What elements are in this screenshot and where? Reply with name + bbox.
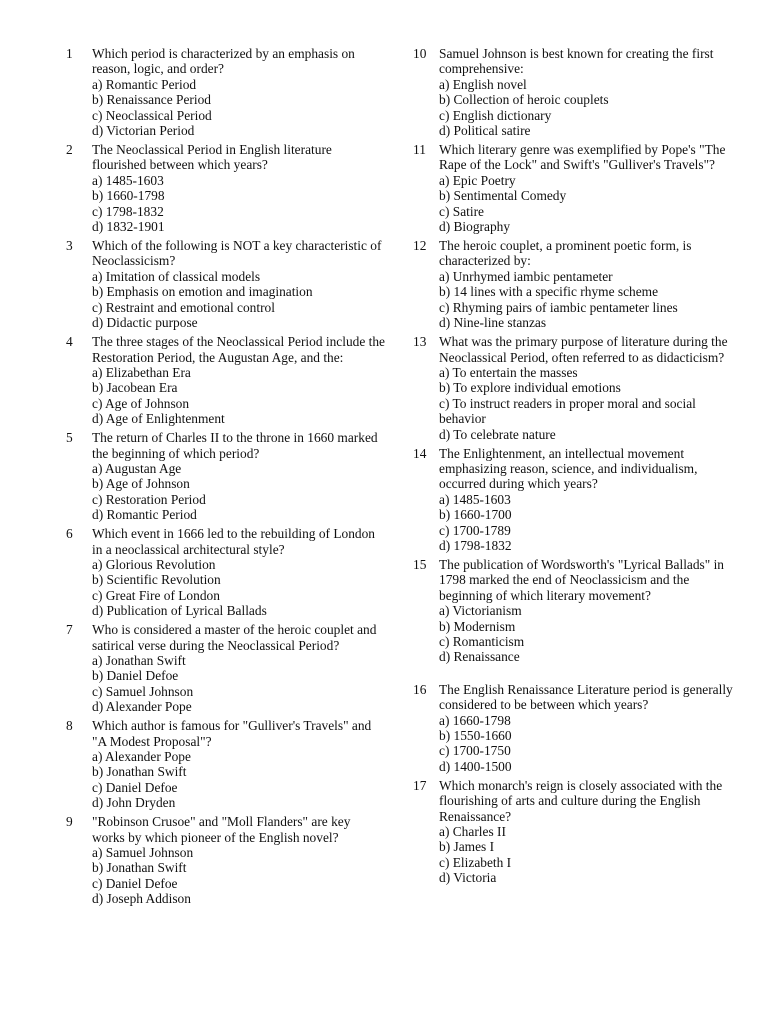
question-9 <box>66 814 386 906</box>
question-3 <box>66 238 386 330</box>
answer-option: a) To entertain the masses <box>439 364 578 380</box>
answer-option: a) Augustan Age <box>92 460 182 476</box>
question-number: 1 <box>66 46 73 61</box>
question-2 <box>66 142 386 234</box>
answer-option: c) Daniel Defoe <box>92 875 178 891</box>
answer-option: c) To instruct readers in proper moral and social behavior <box>439 395 696 427</box>
answer-option: a) Charles II <box>439 824 506 840</box>
answer-option: b) Jonathan Swift <box>92 764 187 780</box>
answer-options <box>92 653 386 715</box>
answer-option: b) Emphasis on emotion and imagination <box>92 284 313 300</box>
answer-option: b) 14 lines with a specific rhyme scheme <box>439 284 659 300</box>
question-text: Which period is characterized by an emphasis on reason, logic, and order? <box>92 46 355 77</box>
question-15 <box>413 557 735 665</box>
question-body <box>92 718 386 810</box>
answer-option: a) 1485-1603 <box>92 172 164 188</box>
answer-option: d) Publication of Lyrical Ballads <box>92 603 267 619</box>
answer-option: c) Rhyming pairs of iambic pentameter lines <box>439 299 678 315</box>
answer-option: d) Political satire <box>439 123 531 139</box>
answer-option: b) Age of Johnson <box>92 476 190 492</box>
answer-option: d) Biography <box>439 219 511 235</box>
question-number: 4 <box>66 334 73 350</box>
question-number: 8 <box>66 718 73 734</box>
question-text: Which of the following is NOT a key characteristic of Neoclassicism? <box>92 238 382 269</box>
answer-options <box>439 365 735 442</box>
question-number: 16 <box>413 681 427 697</box>
question-number: 2 <box>66 142 73 158</box>
question-5 <box>66 430 386 522</box>
question-4 <box>66 334 386 426</box>
question-text: The three stages of the Neoclassical Period include the Restoration Period, the Augustan Age, and the: <box>92 334 385 365</box>
question-text: What was the primary purpose of literature during the Neoclassical Period, often referred to as didacticism? <box>439 334 728 365</box>
answer-option: b) James I <box>439 839 495 855</box>
answer-options <box>92 269 386 331</box>
answer-option: c) Restraint and emotional control <box>92 299 275 315</box>
question-text: Which monarch's reign is closely associated with the flourishing of arts and culture during the English Renaissance? <box>439 777 723 824</box>
question-number: 15 <box>413 556 427 572</box>
answer-option: b) Collection of heroic couplets <box>439 92 609 108</box>
answer-option: d) 1798-1832 <box>439 537 512 553</box>
question-8 <box>66 718 386 810</box>
question-number: 5 <box>66 430 73 446</box>
answer-options <box>439 713 735 775</box>
answer-options <box>439 603 735 665</box>
question-number: 17 <box>413 777 427 793</box>
question-text: Which literary genre was exemplified by Pope's "The Rape of the Lock" and Swift's "Gulliver's Travels"? <box>439 142 726 173</box>
answer-option: b) Renaissance Period <box>92 92 211 108</box>
answer-option: d) Nine-line stanzas <box>439 315 547 331</box>
answer-option: a) Alexander Pope <box>92 749 191 765</box>
answer-option: c) 1700-1750 <box>439 743 511 759</box>
answer-option: c) Romanticism <box>439 634 525 649</box>
question-number: 11 <box>413 142 426 158</box>
answer-option: d) Renaissance <box>439 649 520 665</box>
answer-options <box>439 492 735 554</box>
answer-options <box>439 269 735 331</box>
question-text: Which author is famous for "Gulliver's Travels" and "A Modest Proposal"? <box>92 718 372 749</box>
right-column <box>413 46 735 889</box>
question-1 <box>66 46 386 138</box>
answer-option: d) Didactic purpose <box>92 315 198 331</box>
answer-option: c) Great Fire of London <box>92 587 220 603</box>
question-12 <box>413 238 735 330</box>
answer-options <box>92 557 386 619</box>
question-body <box>92 238 386 330</box>
answer-option: a) Victorianism <box>439 603 522 619</box>
answer-option: d) 1400-1500 <box>439 758 512 774</box>
question-17 <box>413 778 735 886</box>
question-body <box>439 557 735 665</box>
answer-option: c) English dictionary <box>439 107 552 123</box>
answer-option: a) Samuel Johnson <box>92 845 194 861</box>
question-7 <box>66 622 386 714</box>
question-text: The publication of Wordsworth's "Lyrical Ballads" in 1798 marked the end of Neoclassicism and the beginning of which literary movement? <box>439 556 724 603</box>
answer-option: d) Joseph Addison <box>92 891 191 907</box>
answer-option: b) Modernism <box>439 618 516 634</box>
answer-option: d) To celebrate nature <box>439 426 556 442</box>
answer-option: a) Jonathan Swift <box>92 653 186 668</box>
answer-option: a) Imitation of classical models <box>92 268 261 284</box>
left-column <box>66 46 386 910</box>
question-body <box>92 526 386 618</box>
answer-option: c) Neoclassical Period <box>92 107 212 123</box>
answer-option: c) Restoration Period <box>92 491 206 507</box>
question-body <box>92 430 386 522</box>
answer-option: c) 1700-1789 <box>439 522 511 538</box>
question-text: The return of Charles II to the throne in 1660 marked the beginning of which period? <box>92 430 378 461</box>
question-10 <box>413 46 735 138</box>
question-text: Who is considered a master of the heroic couplet and satirical verse during the Neoclassical Period? <box>92 622 377 653</box>
question-13 <box>413 334 735 442</box>
answer-option: d) Romantic Period <box>92 507 197 523</box>
question-body <box>92 334 386 426</box>
answer-option: d) Age of Enlightenment <box>92 411 225 427</box>
answer-options <box>92 365 386 427</box>
answer-option: a) Epic Poetry <box>439 172 516 188</box>
question-14 <box>413 446 735 554</box>
question-text: The Neoclassical Period in English literature flourished between which years? <box>92 142 332 173</box>
question-body <box>439 446 735 554</box>
question-number: 6 <box>66 526 73 542</box>
answer-options <box>92 173 386 235</box>
question-text: Samuel Johnson is best known for creating the first comprehensive: <box>439 46 714 77</box>
answer-option: a) English novel <box>439 76 527 92</box>
answer-option: b) Jacobean Era <box>92 380 178 396</box>
question-body <box>439 46 735 138</box>
question-number: 12 <box>413 238 427 254</box>
answer-options <box>439 77 735 139</box>
question-11 <box>413 142 735 234</box>
answer-option: c) Elizabeth I <box>439 854 512 870</box>
answer-option: c) Daniel Defoe <box>92 779 178 795</box>
answer-option: a) Elizabethan Era <box>92 364 191 380</box>
answer-option: a) 1485-1603 <box>439 491 511 507</box>
question-body <box>439 778 735 886</box>
answer-options <box>439 173 735 235</box>
question-body <box>439 682 735 774</box>
answer-options <box>92 461 386 523</box>
answer-option: d) Alexander Pope <box>92 699 192 715</box>
question-text: Which event in 1666 led to the rebuilding of London in a neoclassical architectural style? <box>92 526 376 557</box>
question-number: 7 <box>66 622 73 638</box>
answer-option: d) 1832-1901 <box>92 219 165 235</box>
question-number: 9 <box>66 814 73 830</box>
question-body <box>439 142 735 234</box>
question-text: The Enlightenment, an intellectual movement emphasizing reason, science, and individualism, occurred during which years? <box>439 445 698 492</box>
answer-option: c) 1798-1832 <box>92 203 164 219</box>
question-body <box>92 814 386 906</box>
answer-option: b) 1550-1660 <box>439 728 512 744</box>
question-6 <box>66 526 386 618</box>
answer-option: b) Jonathan Swift <box>92 860 187 876</box>
answer-option: b) To explore individual emotions <box>439 380 621 396</box>
answer-options <box>439 824 735 886</box>
answer-option: c) Age of Johnson <box>92 395 190 411</box>
question-number: 14 <box>413 445 427 461</box>
answer-option: a) Romantic Period <box>92 76 197 92</box>
answer-option: c) Satire <box>439 203 484 219</box>
question-body <box>92 142 386 234</box>
question-number: 10 <box>413 46 427 61</box>
answer-option: b) 1660-1700 <box>439 507 512 523</box>
question-text: The English Renaissance Literature period is generally considered to be between which years? <box>439 681 733 713</box>
answer-option: d) Victoria <box>439 870 497 886</box>
question-body <box>92 622 386 714</box>
answer-option: b) Scientific Revolution <box>92 572 221 588</box>
question-number: 13 <box>413 334 427 350</box>
question-body <box>92 46 386 138</box>
answer-option: d) John Dryden <box>92 795 176 811</box>
answer-option: d) Victorian Period <box>92 123 195 139</box>
question-body <box>439 334 735 442</box>
answer-option: a) 1660-1798 <box>439 712 511 728</box>
answer-option: a) Glorious Revolution <box>92 556 216 572</box>
answer-option: a) Unrhymed iambic pentameter <box>439 268 613 284</box>
answer-options <box>92 845 386 907</box>
question-text: "Robinson Crusoe" and "Moll Flanders" are key works by which pioneer of the English novel? <box>92 814 351 845</box>
question-16 <box>413 682 735 774</box>
question-number: 3 <box>66 238 73 254</box>
answer-options <box>92 749 386 811</box>
answer-option: b) Daniel Defoe <box>92 668 179 684</box>
answer-option: c) Samuel Johnson <box>92 683 194 699</box>
answer-options <box>92 77 386 139</box>
question-body <box>439 238 735 330</box>
question-text: The heroic couplet, a prominent poetic form, is characterized by: <box>439 238 692 269</box>
answer-option: b) 1660-1798 <box>92 188 165 204</box>
answer-option: b) Sentimental Comedy <box>439 188 567 204</box>
